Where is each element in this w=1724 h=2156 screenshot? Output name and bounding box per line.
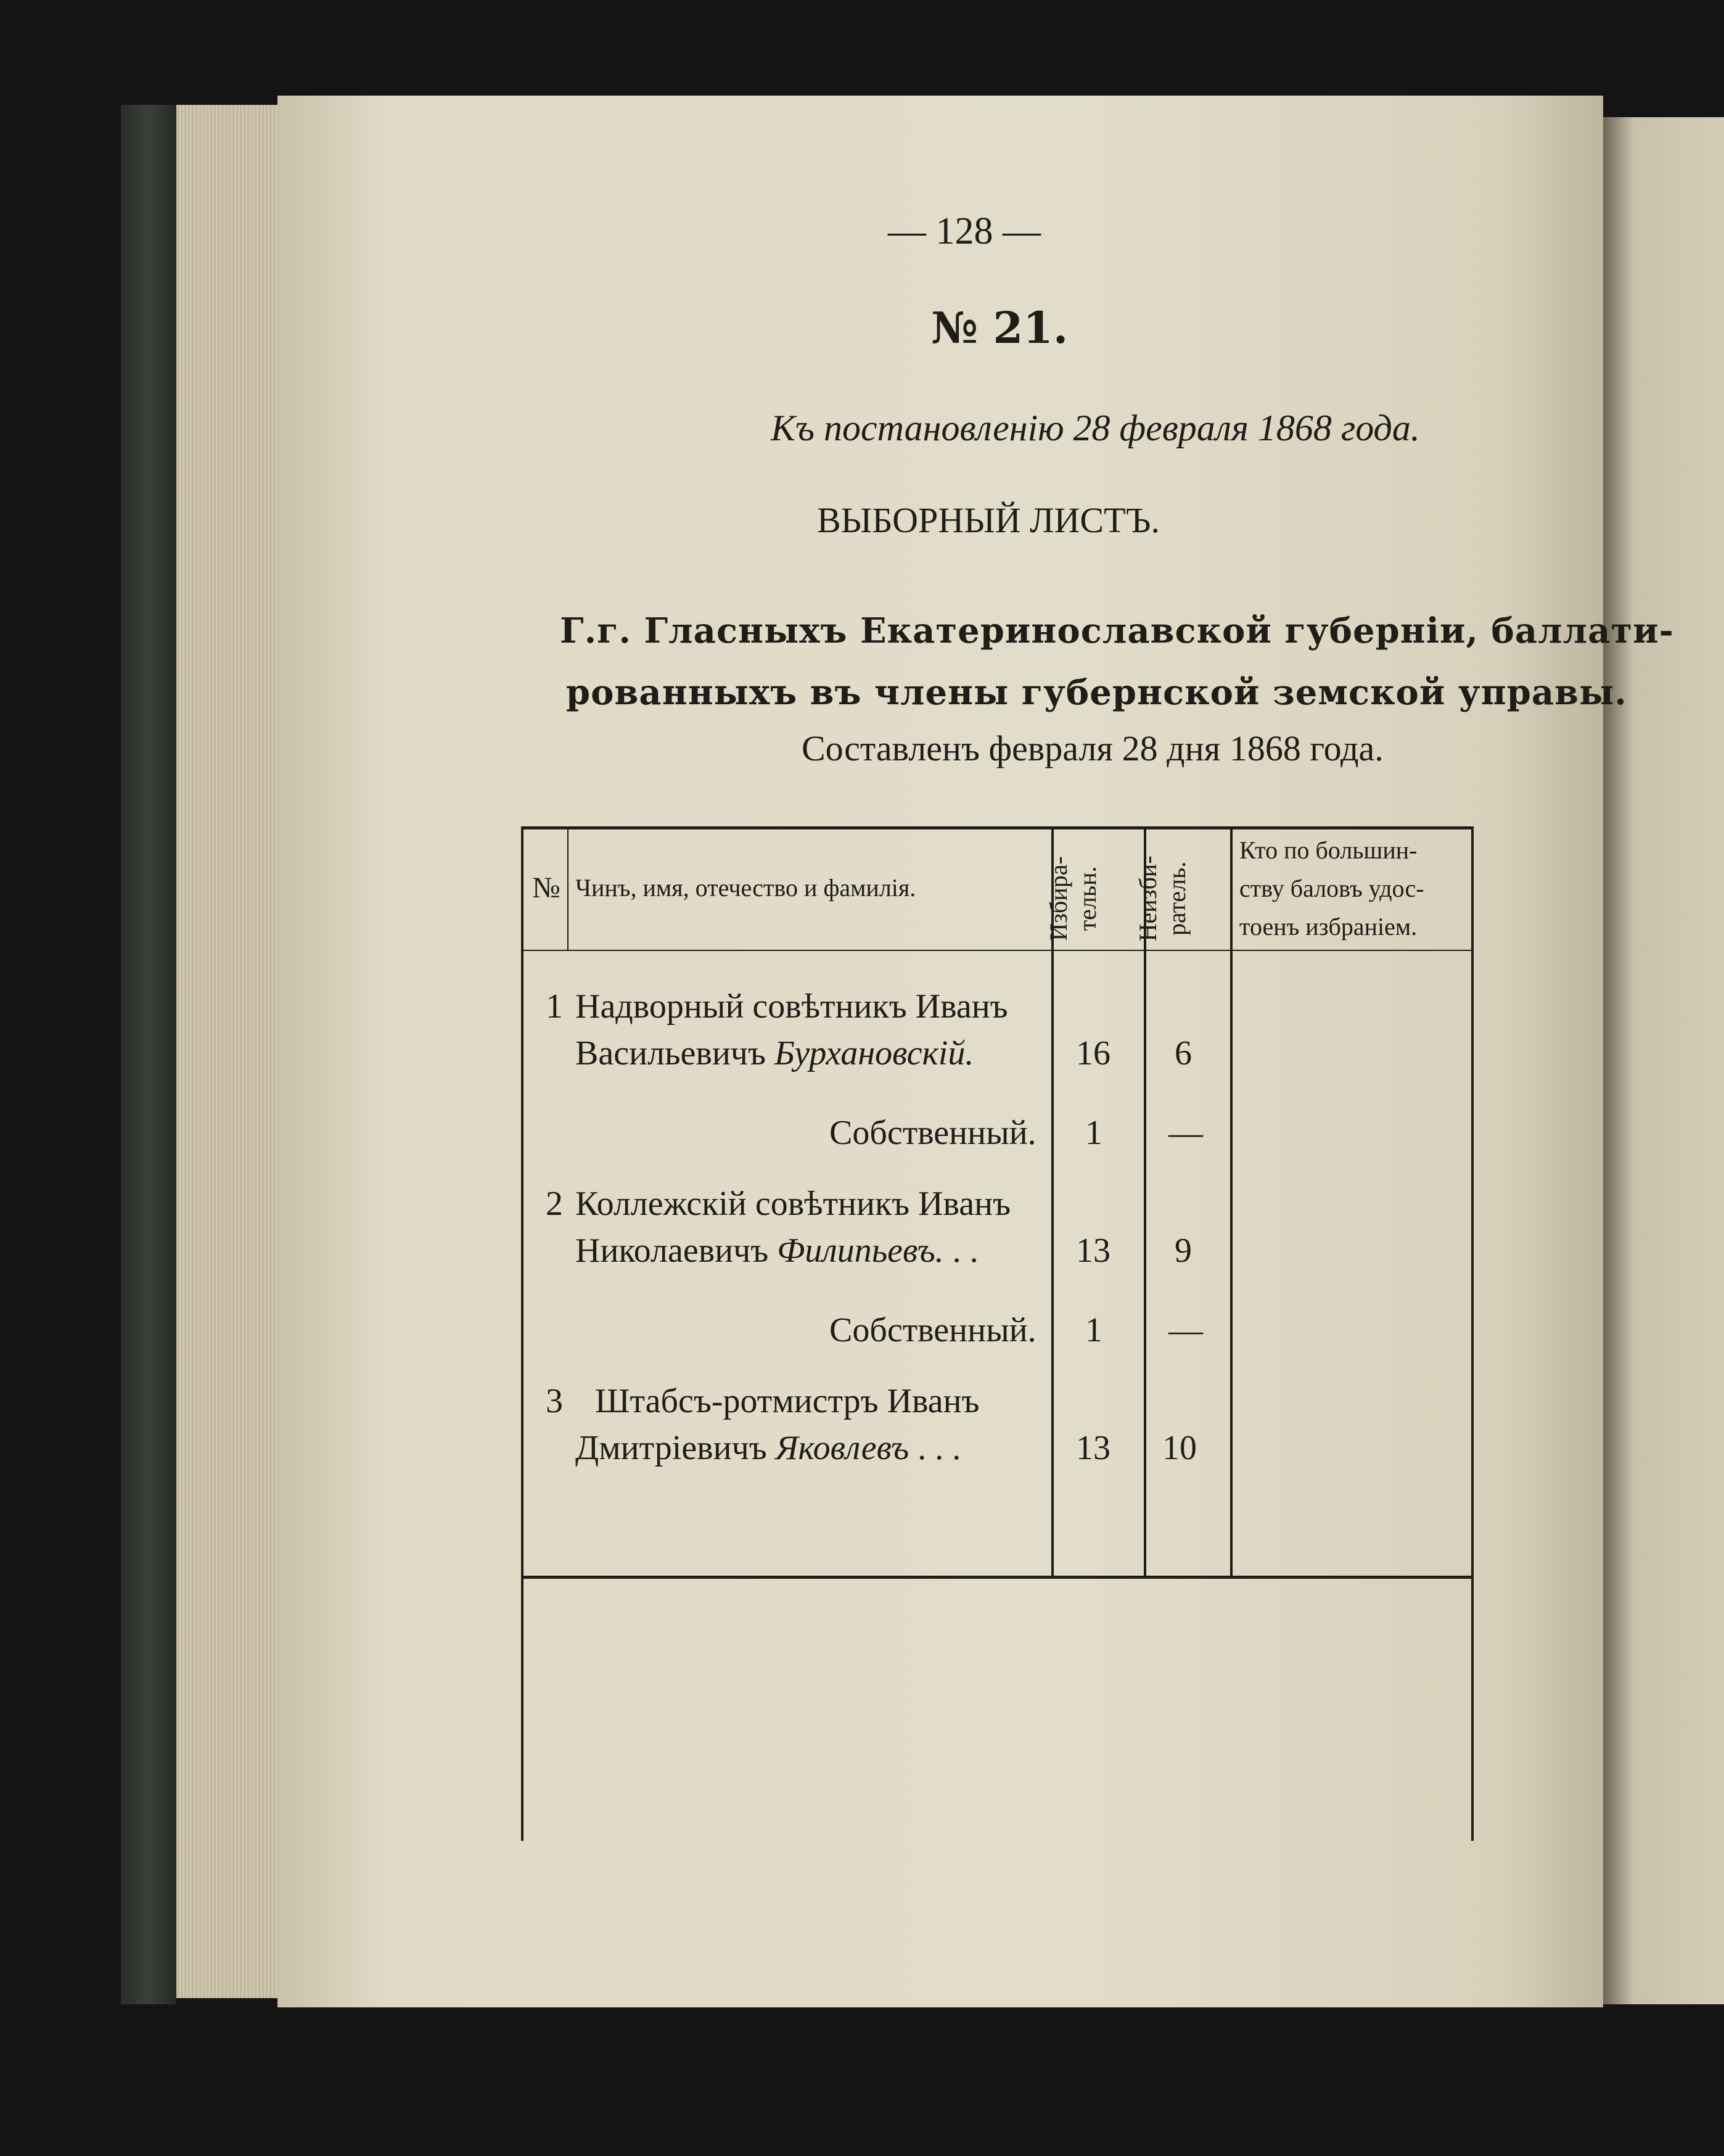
row-1-own-nonelect: — (1168, 1114, 1203, 1152)
book-cover-edge (121, 105, 176, 2004)
row-2-own-nonelect: — (1168, 1311, 1203, 1349)
row-3-nonelect: 10 (1162, 1429, 1197, 1467)
reference-line: Къ постановленію 28 февраля 1868 года. (771, 408, 1420, 448)
row-3-name-line1: Штабсъ-ротмистръ Иванъ (595, 1382, 980, 1420)
row-2-elect: 13 (1076, 1232, 1110, 1270)
row-1-number: 1 (546, 987, 563, 1026)
col-divider-no (567, 826, 569, 950)
table-border-left (521, 826, 523, 1841)
heading-line-1: Г.г. Гласныхъ Екатеринославской губерніи, баллати- (560, 611, 1674, 651)
row-1-name-line2: Васильевичъ Бурхановскій. (575, 1034, 974, 1072)
row-3-elect: 13 (1076, 1429, 1110, 1467)
row-3-name-line2: Дмитріевичъ Яковлевъ . . . (575, 1429, 961, 1467)
row-2-own-label: Собственный. (829, 1311, 1036, 1349)
row-2-nonelect: 9 (1175, 1232, 1192, 1270)
header-elect: Избира- тельн. (1045, 856, 1101, 941)
row-1-elect: 16 (1076, 1034, 1110, 1072)
page-stack-edge (176, 105, 281, 1998)
heading-line-2: рованныхъ въ члены губернской земской управы. (566, 672, 1627, 713)
col-divider-3 (1230, 826, 1233, 1576)
row-3-number: 3 (546, 1382, 563, 1420)
row-1-own-label: Собственный. (829, 1114, 1036, 1152)
table-border-right (1471, 826, 1474, 1841)
facing-page-edge (1603, 117, 1724, 2004)
compiled-date: Составленъ февраля 28 дня 1868 года. (802, 728, 1384, 768)
row-2-name-line2: Николаевичъ Филипьевъ. . . (575, 1232, 979, 1270)
page-number: — 128 — (888, 210, 1041, 252)
row-1-own-elect: 1 (1085, 1114, 1102, 1152)
header-name: Чинъ, имя, отечество и фамилія. (575, 874, 916, 902)
row-2-number: 2 (546, 1185, 563, 1223)
header-rule (521, 950, 1474, 951)
header-nonelect: Неизби- ратель. (1134, 855, 1191, 942)
row-1-name-line1: Надворный совѣтникъ Иванъ (575, 987, 1008, 1026)
header-majority: Кто по большин- ству баловъ удос- тоенъ избраніем. (1239, 836, 1424, 940)
row-2-name-line1: Коллежскій совѣтникъ Иванъ (575, 1185, 1011, 1223)
row-2-own-elect: 1 (1085, 1311, 1102, 1349)
header-no: № (532, 871, 560, 904)
table-top-rule (521, 826, 1474, 829)
document-number: № 21. (931, 302, 1069, 353)
table-bottom-rule (521, 1576, 1474, 1579)
row-1-nonelect: 6 (1175, 1034, 1192, 1072)
list-title: ВЫБОРНЫЙ ЛИСТЪ. (817, 500, 1160, 540)
ballot-table (521, 826, 1474, 1841)
